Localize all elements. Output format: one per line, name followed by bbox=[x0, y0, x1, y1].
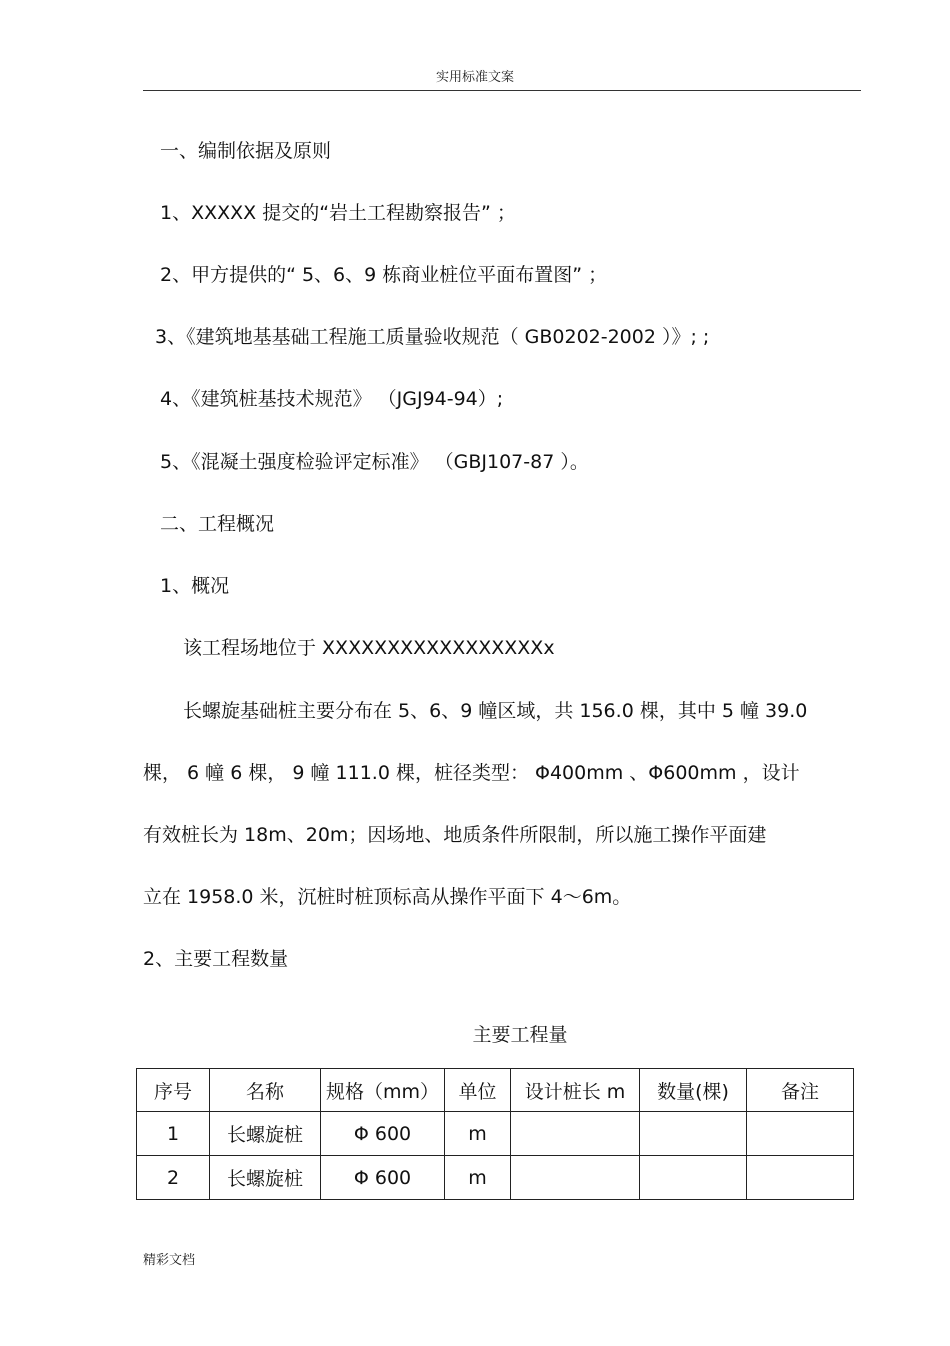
paragraph-pile-line-4: 立在 1958.0 米，沉桩时桩顶标高从操作平面下 4～6m。 bbox=[143, 886, 632, 908]
header-cell-index: 序号 bbox=[137, 1069, 210, 1112]
paragraph-pile-line-1: 长螺旋基础桩主要分布在 5、6、9 幢区域，共 156.0 棵，其中 5 幢 39.0 bbox=[183, 700, 808, 722]
table-cell bbox=[511, 1112, 640, 1156]
header-cell-unit: 单位 bbox=[445, 1069, 511, 1112]
header-title: 实用标准文案 bbox=[435, 70, 514, 85]
table-cell: Φ 600 bbox=[321, 1156, 445, 1200]
table-caption: 主要工程量 bbox=[472, 1024, 568, 1046]
basis-item-5: 5、《混凝土强度检验评定标准》 （GBJ107-87 ）。 bbox=[160, 451, 589, 473]
basis-item-4: 4、《建筑桩基技术规范》 （JGJ94-94）; bbox=[160, 388, 504, 410]
paragraph-pile-line-3: 有效桩长为 18m、20m；因场地、地质条件所限制，所以施工操作平面建 bbox=[143, 824, 767, 846]
table-row bbox=[137, 1112, 854, 1156]
table-cell: 长螺旋桩 bbox=[210, 1156, 321, 1200]
paragraph-pile-line-2: 棵， 6 幢 6 棵， 9 幢 111.0 棵，桩径类型： Φ400mm 、Φ600mm ，设计 bbox=[143, 762, 800, 784]
basis-item-2: 2、甲方提供的“ 5、6、9 栋商业桩位平面布置图” ； bbox=[160, 264, 608, 286]
quantities-table bbox=[136, 1068, 854, 1200]
table-cell: 2 bbox=[137, 1156, 210, 1200]
table-cell bbox=[511, 1156, 640, 1200]
table-cell: Φ 600 bbox=[321, 1112, 445, 1156]
table-cell: m bbox=[445, 1156, 511, 1200]
header-cell-design-length: 设计桩长 m bbox=[511, 1069, 640, 1112]
basis-item-3: 3、《建筑地基基础工程施工质量验收规范（ GB0202-2002 ）》; ; bbox=[155, 326, 710, 348]
table-header-row bbox=[137, 1069, 854, 1112]
table-cell bbox=[747, 1112, 854, 1156]
table-cell bbox=[640, 1156, 747, 1200]
table-cell bbox=[640, 1112, 747, 1156]
header-cell-remarks: 备注 bbox=[747, 1069, 854, 1112]
table-cell: 1 bbox=[137, 1112, 210, 1156]
page-footer: 精彩文档 bbox=[143, 1253, 196, 1268]
section-heading-basis: 一、编制依据及原则 bbox=[160, 140, 332, 162]
table-cell: m bbox=[445, 1112, 511, 1156]
header-divider bbox=[143, 90, 861, 91]
header-cell-name: 名称 bbox=[210, 1069, 321, 1112]
table-cell bbox=[747, 1156, 854, 1200]
subheading-quantities: 2、主要工程数量 bbox=[143, 948, 289, 970]
table-row bbox=[137, 1156, 854, 1200]
table-cell: 长螺旋桩 bbox=[210, 1112, 321, 1156]
section-heading-overview: 二、工程概况 bbox=[160, 513, 275, 535]
header-cell-count: 数量(棵) bbox=[640, 1069, 747, 1112]
header-cell-spec: 规格（mm） bbox=[321, 1069, 445, 1112]
paragraph-site-location: 该工程场地位于 XXXXXXXXXXXXXXXXXx bbox=[183, 637, 555, 659]
basis-item-1: 1、XXXXX 提交的“岩土工程勘察报告” ； bbox=[160, 202, 516, 224]
subheading-overview: 1、概况 bbox=[160, 575, 230, 597]
